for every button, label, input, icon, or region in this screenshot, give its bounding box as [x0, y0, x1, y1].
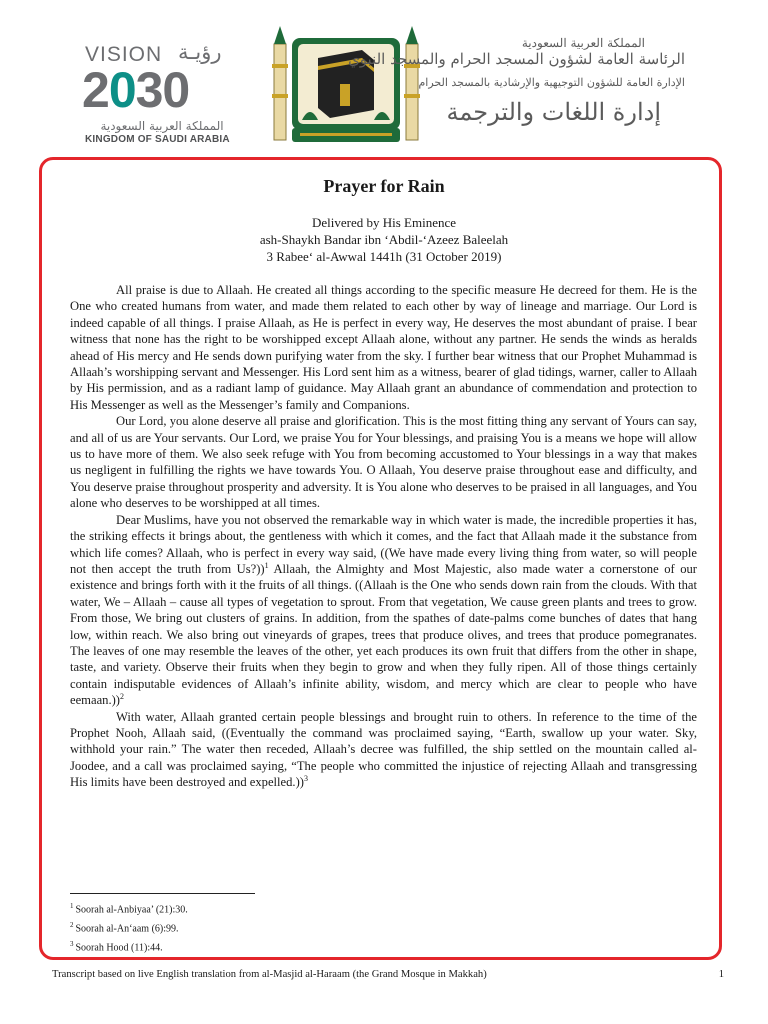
- vision-2030-logo: [82, 36, 247, 146]
- minaret-icon: [272, 26, 288, 140]
- footnote: [70, 918, 188, 937]
- footnote-ref[interactable]: 3: [303, 774, 308, 783]
- presidency-calligraphy: [348, 36, 685, 144]
- footnote-ref[interactable]: 1: [264, 560, 269, 570]
- page-footer: [52, 969, 724, 980]
- footnote-number: 1: [70, 902, 74, 910]
- vision-word: VISION: [85, 43, 163, 66]
- paragraph-text: Allaah, the Almighty and Most Majestic, also made water a cornerstone of our existence and brings forth with it the fruits of all things. ((Allaah is the One who sends down rain from the clouds. With that water, We – Allaah – cause all types of vegetation to sprout. From that vegetation, We cause green plants and trees to grow. From those, We bring out clusters of grains. In addition, from the spathes of date-palms come bunches of dates that hang low, within reach. We also bring out vineyards of grapes, trees that produce olives, and trees that produce pomegranates. The leaves of one may resemble the leaves of the other, yet each produces its own fruit that differs from the other in shape, taste, and variety. Observe their fruits when they begin to grow and when they fully ripen. All of those things certainly contain indisputable evidences of Allaah’s infinite ability, wisdom, and mercy which are clear to people who have eemaan.)): [70, 561, 697, 708]
- year-digit-2: 2: [82, 62, 109, 118]
- calligraphy-administration: الإدارة العامة للشؤون التوجيهية والإرشادية بالمسجد الحرام: [418, 76, 685, 89]
- paragraph-text: Our Lord, you alone deserve all praise and glorification. This is the most fitting thing any servant of Yours can say, and all of us are Your servants. Our Lord, we praise You for Your blessings, and praising You is a means we hope will allow us to have more of them. We also seek refuge with You from becoming accustomed to Your blessings in a way that makes us negligent in fulfilling the rights we have towards You. O Allaah, You deserve praise throughout ease and difficulty, and You deserve praise throughout prosperity and adversity. It is You alone who deserves to be praised in all languages, and You alone who deserves to be worshipped at all times.: [70, 414, 697, 511]
- footnotes: [70, 899, 188, 955]
- footnote-text: Soorah al-An‘aam (6):99.: [75, 923, 179, 935]
- haramain-emblem: [262, 24, 430, 146]
- footer-text: Transcript based on live English translation from al-Masjid al-Haraam (the Grand Mosque in Makkah): [52, 969, 487, 980]
- paragraph-text: Dear Muslims, have you not observed the remarkable way in which water is made, the incredible properties it has, the striking effects it brings about, the gentleness with which it comes, and the fact that Allaah made it the substance from which life comes? Allaah, who is perfect in every way said, ((We have made every living thing from water, so will people not then accept the truth from Us?)): [70, 512, 697, 576]
- paragraph: [70, 512, 697, 709]
- footnote: [70, 899, 188, 918]
- kingdom-arabic: المملكة العربية السعودية: [100, 119, 224, 133]
- paragraph-text: With water, Allaah granted certain people blessings and brought ruin to others. In reference to the time of the Prophet Nooh, Allaah said, ((Eventually the command was proclaimed saying, “Earth, swallow up your water. Sky, withhold your rain.” The water then receded, Allaah’s decree was fulfilled, the ship settled on the mountain called al-Joodee, and a call was proclaimed saying, “The people who committed the injustice of rejecting Allaah and transgressing His limits have been destroyed and expelled.)): [70, 709, 697, 790]
- page-number: 1: [718, 969, 724, 980]
- vision-arabic-word: رؤيـة: [178, 40, 222, 64]
- sermon-body: [70, 282, 697, 791]
- footnote-number: 3: [70, 939, 74, 948]
- footnote-text: Soorah Hood (11):44.: [75, 941, 163, 953]
- calligraphy-kingdom: المملكة العربية السعودية: [521, 36, 645, 50]
- footnote: [70, 937, 188, 956]
- calligraphy-presidency: الرئاسة العامة لشؤون المسجد الحرام والمسجد النبوي: [348, 50, 685, 68]
- year-digits-30: 30: [135, 62, 190, 118]
- document-title: Prayer for Rain: [323, 176, 445, 196]
- footnote-text: Soorah al-Anbiyaa’ (21):30.: [75, 904, 188, 916]
- footnote-number: 2: [70, 920, 74, 929]
- footnote-ref[interactable]: 2: [120, 691, 124, 701]
- vision-year: [82, 62, 189, 118]
- sermon-date: 3 Rabee‘ al-Awwal 1441h (31 October 2019): [266, 249, 502, 264]
- paragraph: [70, 709, 697, 791]
- paragraph: [70, 413, 697, 511]
- page-header: [0, 0, 768, 160]
- kingdom-english: KINGDOM OF SAUDI ARABIA: [85, 134, 230, 145]
- footnote-divider: [70, 893, 255, 894]
- year-digit-0: 0: [108, 62, 136, 118]
- delivered-by: Delivered by His Eminence: [311, 215, 457, 230]
- paragraph: All praise is due to Allaah. He created all things according to the specific measure He decreed for them. He is the One who created humans from water, and made them related to each other by way of lineage and marriage. Our Lord is indeed capable of all things. I praise Allaah, as He is perfect in every way, He deserves the most abundant of praise. I bear witness that none has the right to be worshipped except Allaah alone, without any partner. He sends the winds as heralds ahead of His mercy and He sends down purifying water from the sky. I further bear witness that our Prophet Muhammad is Allaah’s worshipping servant and Messenger. His Lord sent him as a witness, bearer of glad tidings, warner, caller to Allaah by His permission, and as a radiant lamp of guidance. May Allaah grant an abundance of commendation and protection to His Messenger as well as the Messenger’s family and Companions.: [70, 283, 697, 412]
- speaker-name: ash-Shaykh Bandar ibn ‘Abdil-‘Azeez Baleelah: [259, 232, 509, 247]
- calligraphy-translation-dept: إدارة اللغات والترجمة: [446, 98, 661, 126]
